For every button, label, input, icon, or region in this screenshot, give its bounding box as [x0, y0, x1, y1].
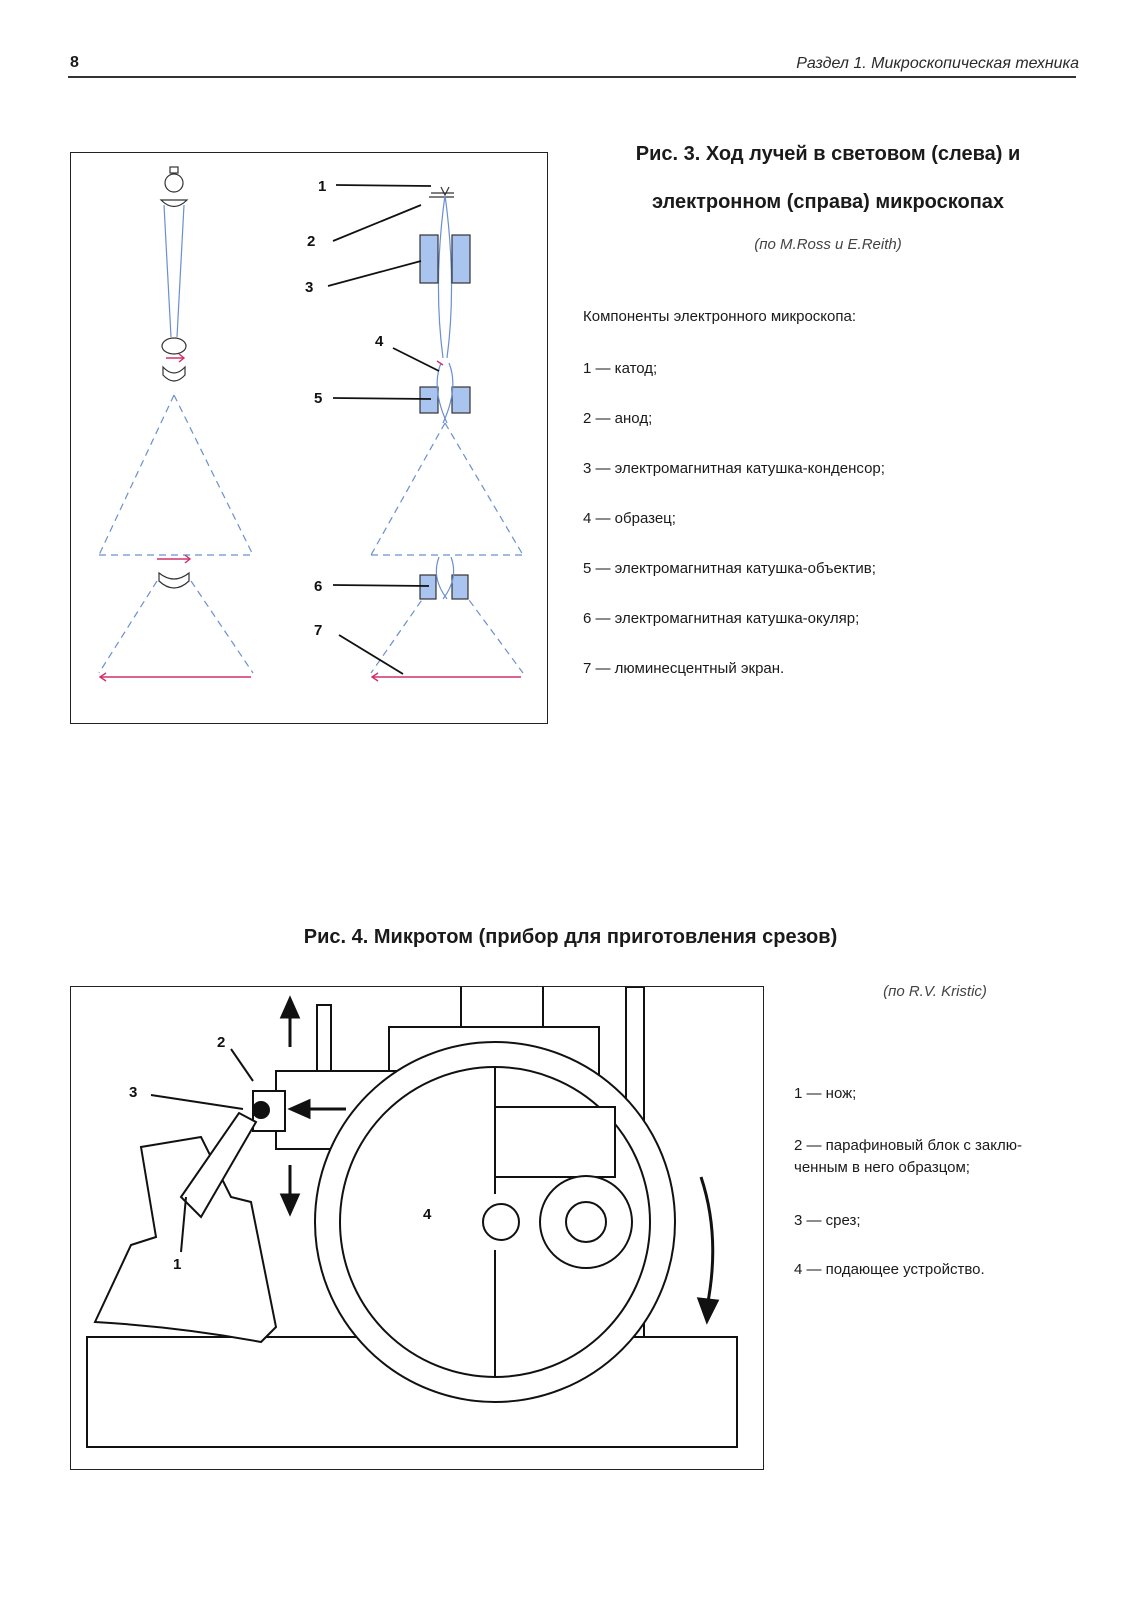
legend-item: 5 — электромагнитная катушка-объектив;	[583, 560, 876, 577]
label-7: 7	[314, 622, 323, 639]
wheel-plate	[495, 1107, 615, 1177]
label-6: 6	[314, 578, 323, 595]
intermediate-lens	[163, 367, 185, 381]
label-1: 1	[173, 1256, 182, 1273]
legend-item: 6 — электромагнитная катушка-окуляр;	[583, 610, 860, 627]
figure3-title-line1: Рис. 3. Ход лучей в световом (слева) и	[635, 143, 1021, 165]
legend-item: 7 — люминесцентный экран.	[583, 660, 785, 677]
label-1: 1	[318, 178, 327, 195]
label-5: 5	[314, 390, 323, 407]
eyepiece-coil	[452, 575, 468, 599]
condenser-lens	[161, 200, 187, 207]
lamp-base	[170, 167, 178, 173]
page-number: 8	[70, 54, 79, 71]
legend-item: 4 — образец;	[583, 510, 676, 527]
electron-image-arrows	[372, 361, 521, 681]
eccentric-hub	[566, 1202, 606, 1242]
figure3-title	[578, 130, 1078, 226]
eyepiece-coil	[420, 575, 436, 599]
figure4-source: (по R.V. Kristic)	[883, 983, 987, 1000]
label-2: 2	[217, 1034, 226, 1051]
cathode-icon	[441, 187, 449, 195]
label-3: 3	[305, 279, 314, 296]
figure3-title-line2: электронном (справа) микроскопах	[651, 191, 1005, 213]
legend-item: 1 — нож;	[794, 1085, 857, 1102]
legend-item: 4 — подающее устройство.	[794, 1261, 985, 1278]
figure3-svg	[71, 153, 546, 722]
legend-item: 3 — срез;	[794, 1212, 861, 1229]
condenser-coil	[452, 235, 470, 283]
legend-item: 2 — анод;	[583, 410, 653, 427]
lamp-icon	[165, 174, 183, 192]
light-image-arrows	[100, 354, 251, 681]
legend-item: 2 — парафиновый блок с заклю-	[794, 1137, 1022, 1154]
label-3: 3	[129, 1084, 138, 1101]
figure3-source: (по M.Ross и E.Reith)	[754, 236, 902, 253]
wheel-hub	[483, 1204, 519, 1240]
objective-coil	[452, 387, 470, 413]
figure3-diagram	[70, 152, 548, 724]
label-2: 2	[307, 233, 316, 250]
figure4-title: Рис. 4. Микротом (прибор для приготовления срезов)	[303, 926, 838, 948]
electron-microscope	[371, 187, 523, 673]
header-divider	[68, 76, 1076, 78]
objective-lens	[162, 338, 186, 354]
diagram-labels	[305, 178, 384, 639]
eyepiece-lens	[159, 573, 189, 588]
figure3-legend-heading: Компоненты электронного микроскопа:	[583, 308, 856, 325]
section-title: Раздел 1. Микроскопическая техника	[796, 55, 1079, 72]
condenser-coil	[420, 235, 438, 283]
label-4: 4	[375, 333, 384, 350]
knife-holder	[95, 1137, 276, 1342]
legend-item: 1 — катод;	[583, 360, 658, 377]
label-4: 4	[423, 1206, 432, 1223]
objective-coil	[420, 387, 438, 413]
specimen	[253, 1102, 269, 1118]
figure4-diagram	[70, 986, 764, 1470]
light-microscope	[99, 167, 253, 673]
figure4-svg	[71, 987, 762, 1468]
legend-item: ченным в него образцом;	[794, 1159, 970, 1176]
legend-item: 3 — электромагнитная катушка-конденсор;	[583, 460, 885, 477]
